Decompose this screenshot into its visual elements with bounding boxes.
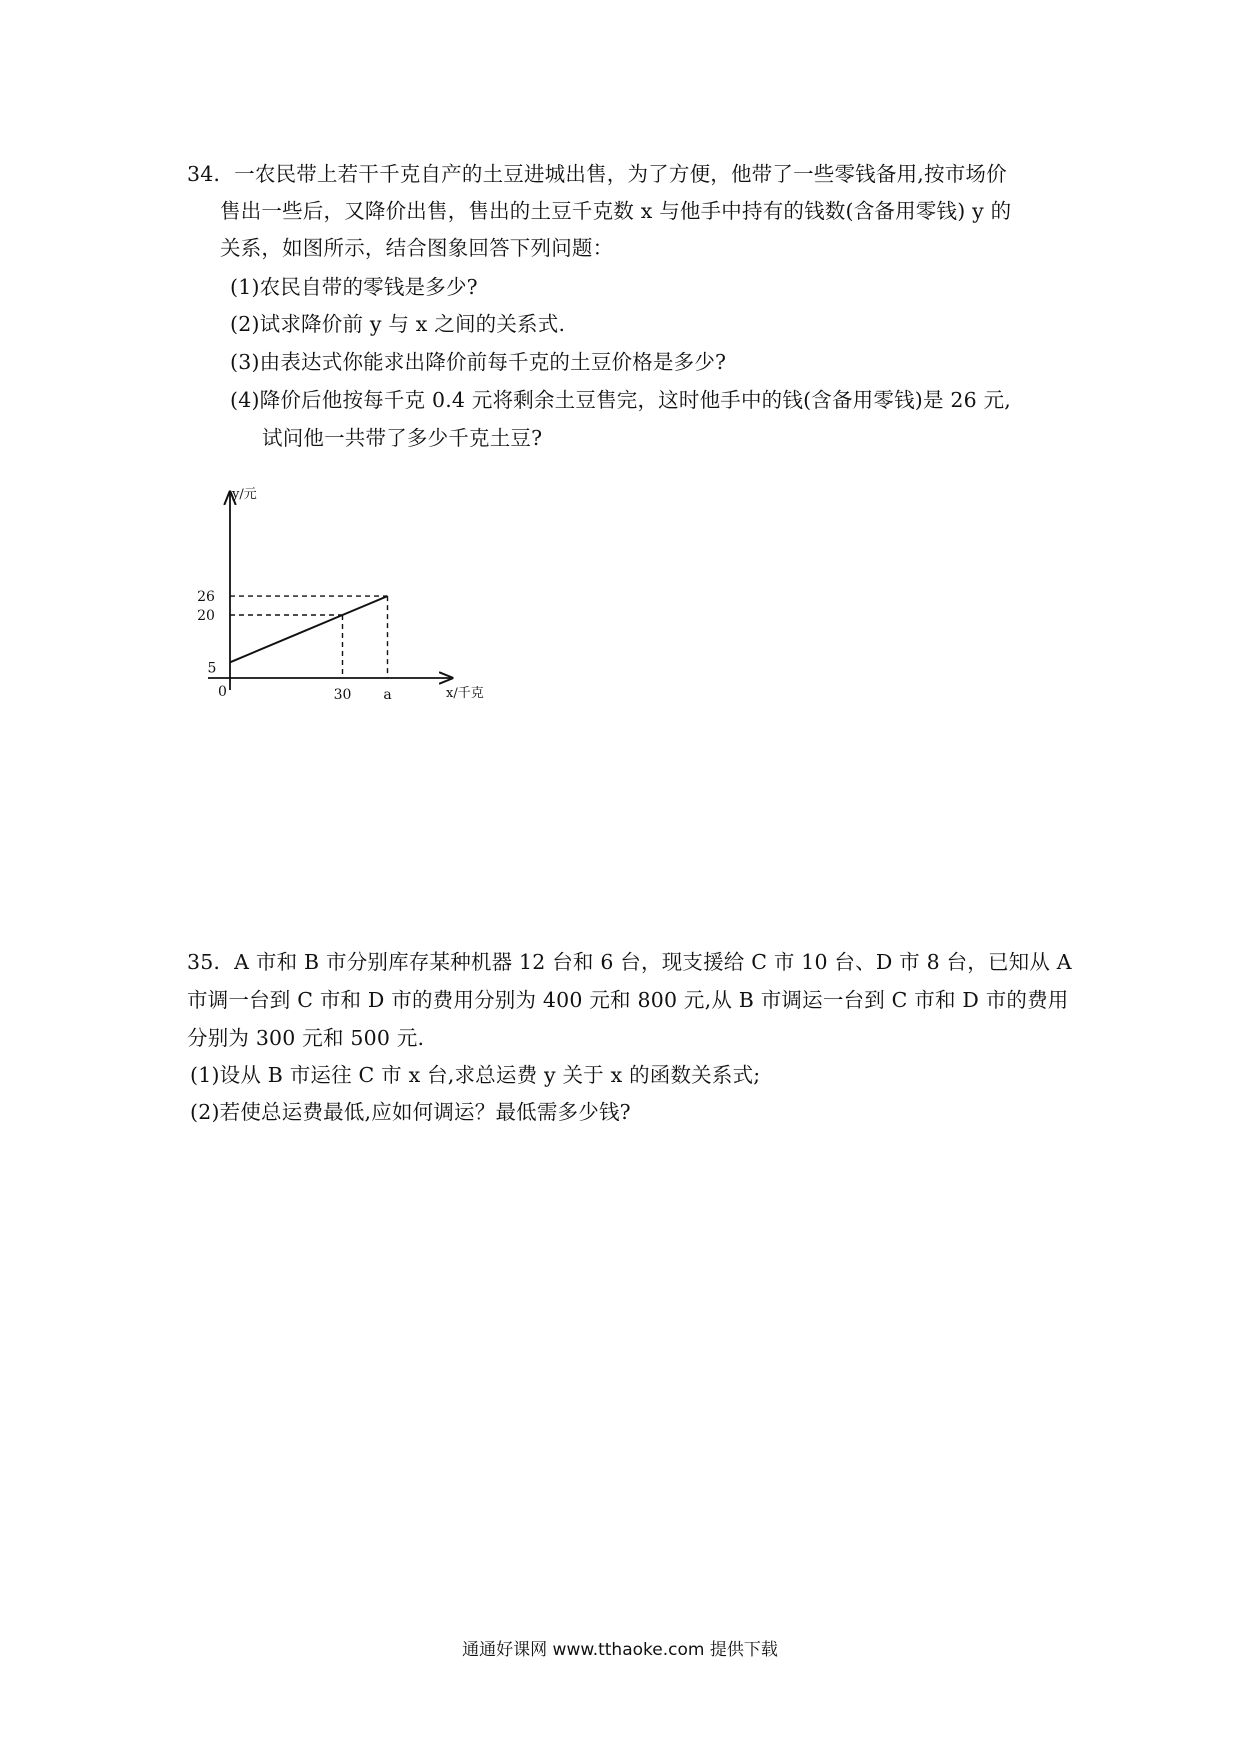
- series-line: [230, 596, 388, 662]
- q35-line1: 35．A 市和 B 市分别库存某种机器 12 台和 6 台，现支援给 C 市 10 台、D 市 8 台，已知从 A: [187, 950, 1072, 974]
- dashed-guides: [230, 596, 388, 678]
- x-axis-label: x/千克: [446, 686, 484, 701]
- y-tick-label-20: 20: [197, 608, 215, 624]
- q34-sub2: (2)试求降价前 y 与 x 之间的关系式.: [230, 312, 566, 336]
- q34-sub4b: 试问他一共带了多少千克土豆?: [262, 426, 543, 450]
- q34-line1: 34．一农民带上若干千克自产的土豆进城出售，为了方便，他带了一些零钱备用,按市场价: [187, 162, 1007, 186]
- q35-sub2: (2)若使总运费最低,应如何调运？最低需多少钱?: [190, 1100, 631, 1124]
- q34-sub1: (1)农民自带的零钱是多少?: [230, 275, 478, 299]
- q35-line3: 分别为 300 元和 500 元.: [187, 1026, 425, 1050]
- q34-sub4a: (4)降价后他按每千克 0.4 元将剩余土豆售完，这时他手中的钱(含备用零钱)是 26 元,: [230, 388, 1012, 412]
- q34-line3: 关系，如图所示，结合图象回答下列问题：: [220, 236, 614, 260]
- q35-line2: 市调一台到 C 市和 D 市的费用分别为 400 元和 800 元,从 B 市调运一台到 C 市和 D 市的费用: [187, 988, 1069, 1012]
- q34-line2: 售出一些后，又降价出售，售出的土豆千克数 x 与他手中持有的钱数(含备用零钱) y 的: [220, 199, 1012, 223]
- q35-sub1: (1)设从 B 市运往 C 市 x 台,求总运费 y 关于 x 的函数关系式;: [190, 1063, 761, 1087]
- footer-credit: 通通好课网 www.tthaoke.com 提供下载: [462, 1640, 778, 1660]
- x-tick-label-a: a: [383, 687, 392, 703]
- origin-label: 0: [218, 684, 227, 700]
- q34-sub3: (3)由表达式你能求出降价前每千克的土豆价格是多少?: [230, 350, 727, 374]
- y-tick-label-26: 26: [197, 589, 215, 606]
- x-tick-label-30: 30: [333, 687, 352, 703]
- price-graph: [190, 480, 510, 720]
- y-tick-label-5: 5: [207, 660, 217, 677]
- y-axis-label: y/元: [232, 487, 257, 502]
